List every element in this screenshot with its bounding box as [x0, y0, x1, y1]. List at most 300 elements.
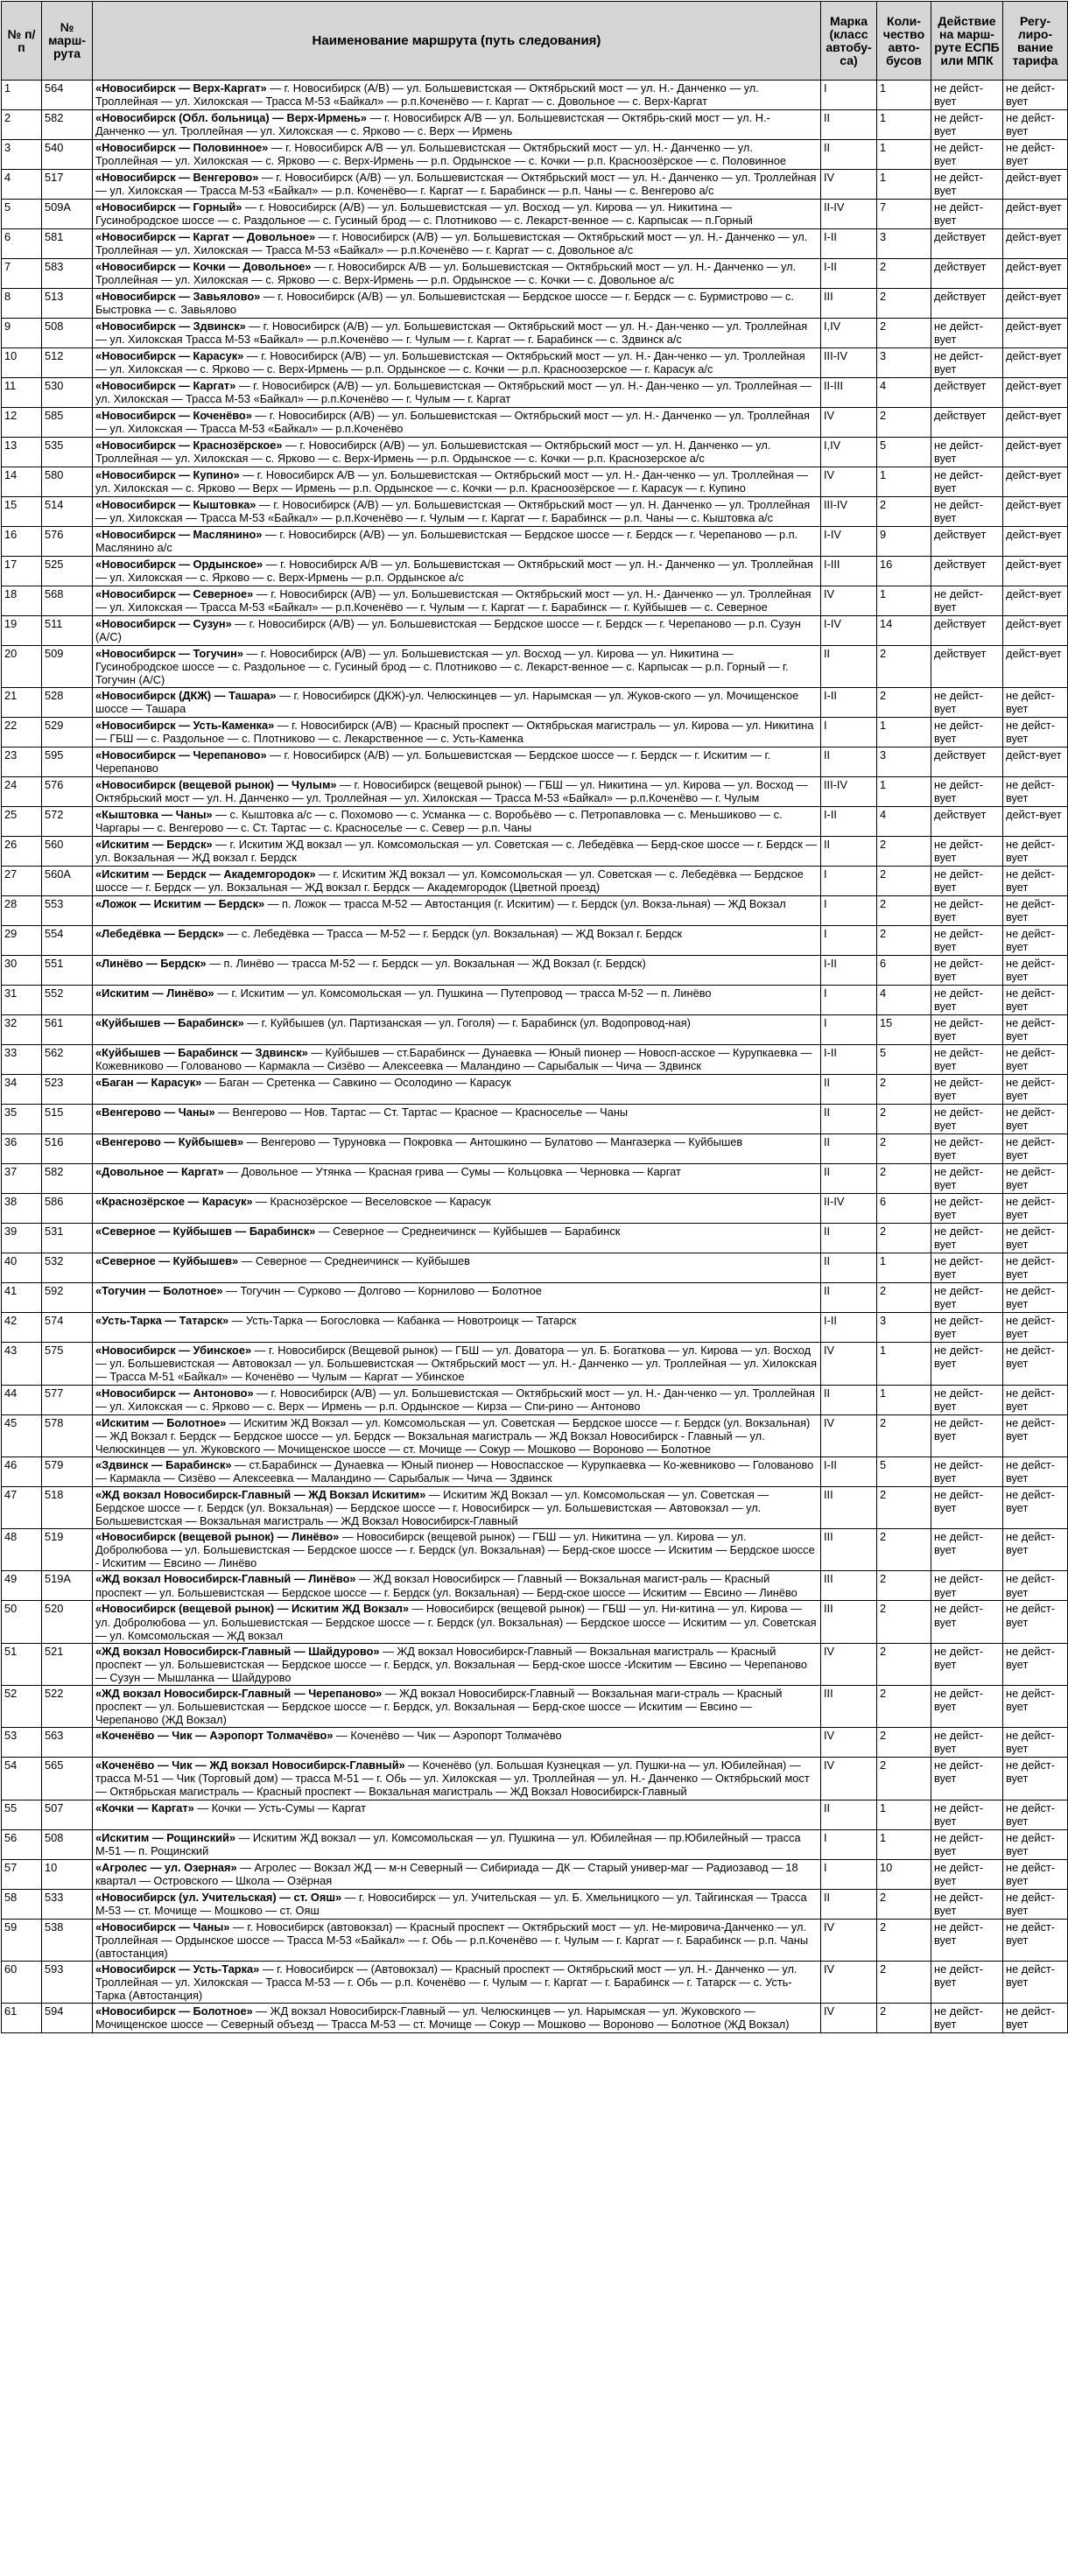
table-row — [2, 200, 1068, 229]
cell-no: 54 — [2, 1758, 42, 1800]
route-title: «Северное — Куйбышев — Барабинск» — [95, 1225, 316, 1239]
route-title: «Новосибирск — Северное» — [95, 587, 254, 600]
table-row — [2, 2004, 1068, 2033]
route-title: «Тогучин — Болотное» — [95, 1284, 223, 1298]
cell-bus-count: 4 — [877, 807, 931, 837]
table-row — [2, 688, 1068, 718]
cell-tariff: дейст-вует — [1003, 319, 1068, 348]
cell-bus-class: II — [821, 1889, 877, 1919]
cell-route-number: 576 — [42, 777, 93, 807]
cell-bus-count: 2 — [877, 1164, 931, 1194]
cell-route-name — [93, 1253, 821, 1283]
cell-no: 22 — [2, 718, 42, 748]
route-path: — г. Новосибирск А/В — ул. Большевистская — Октябрьский мост — ул. Н.- Данченко — ул. Троллейная — ул. Хилокская — с. Ярково — с. Верх-Ирмень — р.п. Ордынское — с. Кочки — р.п. Красноозёрское — с. Половинное — [95, 141, 786, 168]
route-title: «Новосибирск — Усть-Каменка» — [95, 719, 275, 733]
route-path: — г. Новосибирск (Вещевой рынок) — ГБШ — ул. Доватора — ул. Б. Богаткова — ул. Кирова — ул. Восход — ул. Большевистская — Автовокзал — ул. Большевистская — Октябрьский мост — ул. Н.- Данченко — ул. Троллейная — ул. Хилокская — Трасса М-51 «Байкал» — Коченёво — Чулым — Каргат — Убинское — [95, 1344, 818, 1384]
table-row — [2, 718, 1068, 748]
table-row — [2, 1529, 1068, 1571]
cell-route-name — [93, 1045, 821, 1075]
cell-bus-class: IV — [821, 1961, 877, 2003]
cell-route-name — [93, 378, 821, 408]
route-title: «Искитим — Бердск» — [95, 838, 213, 852]
route-path: — Тогучин — Сурково — Долгово — Корнилово — Болотное — [222, 1284, 542, 1298]
route-path: — г. Новосибирск (А/В) — ул. Большевистская — Октябрьский мост — ул. Н.- Дан-ченко — ул. Троллейная — ул. Хилокская — с. Ярково — с. Верх-Ирмень — р.п. Ордынское — с. Кочки — р.п. Красноозерское — г. Карасук а/с — [95, 349, 805, 376]
table-row — [2, 170, 1068, 200]
header-bus-class: Марка (класс автобу-са) — [821, 2, 877, 81]
cell-route-name — [93, 1859, 821, 1889]
cell-bus-class: I — [821, 1015, 877, 1045]
cell-espb: не дейст-вует — [931, 1859, 1003, 1889]
cell-bus-count: 16 — [877, 557, 931, 586]
cell-route-name — [93, 926, 821, 956]
route-title: «Новосибирск — Верх-Каргат» — [95, 81, 267, 95]
cell-route-name — [93, 497, 821, 527]
cell-route-name — [93, 646, 821, 688]
routes-body — [2, 81, 1068, 2033]
route-path: — г. Новосибирск А/В — ул. Большевистская — Октябрьский мост — ул. Н.- Данченко — ул. Троллейная — ул. Хилокская — с. Ярково — с. Верх-Ирмень — р.п. Ордынское а/с — [95, 558, 813, 585]
cell-tariff: не дейст-вует — [1003, 1601, 1068, 1643]
cell-route-number: 540 — [42, 140, 93, 170]
cell-no: 37 — [2, 1164, 42, 1194]
route-path: — Северное — Среднеичинск — Куйбышев — Барабинск — [315, 1225, 621, 1239]
route-path: — ЖД вокзал Новосибирск-Главный — Вокзальная магистраль — Красный проспект — ул. Большевистская — Бердское шоссе — г. Бердск, ул. Вокзальная — Берд-ское шоссе -Искитим — Евсино — Черепаново — Сузун — Мышланка — Шайдурово — [95, 1644, 808, 1684]
cell-bus-count: 2 — [877, 926, 931, 956]
cell-bus-class: II — [821, 1105, 877, 1134]
cell-bus-class: II — [821, 646, 877, 688]
cell-no: 28 — [2, 896, 42, 926]
cell-espb: не дейст-вует — [931, 1075, 1003, 1105]
cell-espb: не дейст-вует — [931, 1164, 1003, 1194]
cell-tariff: не дейст-вует — [1003, 1889, 1068, 1919]
cell-bus-count: 10 — [877, 1859, 931, 1889]
route-title: «Куйбышев — Барабинск» — [95, 1016, 244, 1030]
cell-route-name — [93, 1728, 821, 1758]
cell-route-name — [93, 527, 821, 557]
cell-espb: не дейст-вует — [931, 200, 1003, 229]
cell-route-name — [93, 1919, 821, 1961]
cell-bus-count: 2 — [877, 1889, 931, 1919]
table-row — [2, 1685, 1068, 1727]
header-espb: Действие на марш-руте ЕСПБ или МПК — [931, 2, 1003, 81]
cell-tariff: не дейст-вует — [1003, 1829, 1068, 1859]
route-path: — Искитим ЖД вокзал — ул. Комсомольская — ул. Пушкина — ул. Юбилейная — пр.Юбилейный — трасса М-51 — п. Рощинский — [95, 1830, 801, 1857]
cell-tariff: не дейст-вует — [1003, 837, 1068, 867]
cell-no: 51 — [2, 1643, 42, 1685]
cell-bus-class: I-III — [821, 557, 877, 586]
cell-bus-class: III-IV — [821, 777, 877, 807]
cell-route-name — [93, 777, 821, 807]
cell-bus-class: IV — [821, 1643, 877, 1685]
cell-bus-class: I,IV — [821, 438, 877, 467]
cell-no: 60 — [2, 1961, 42, 2003]
cell-route-name — [93, 986, 821, 1015]
header-bus-count: Коли-чество авто-бусов — [877, 2, 931, 81]
cell-route-number: 523 — [42, 1075, 93, 1105]
cell-no: 6 — [2, 229, 42, 259]
table-row — [2, 497, 1068, 527]
route-title: «Новосибирск — Половинное» — [95, 141, 269, 154]
cell-no: 1 — [2, 81, 42, 110]
route-path: — г. Новосибирск (автовокзал) — Красный проспект — Октябрьский мост — ул. Не-мировича-Данченко — ул. Троллейная — Ордынское шоссе — Трасса М-53 «Байкал» — г. Обь — р.п.Коченёво — г. Чулым — г. Каргат — г. Барабинск — р.п. Чаны (автостанция) — [95, 1920, 809, 1960]
table-row — [2, 1164, 1068, 1194]
table-row — [2, 289, 1068, 319]
table-row — [2, 467, 1068, 497]
route-title: «ЖД вокзал Новосибирск-Главный — Черепаново» — [95, 1686, 383, 1700]
cell-no: 47 — [2, 1486, 42, 1528]
route-title: «Новосибирск (вещевой рынок) — Искитим ЖД Вокзал» — [95, 1602, 409, 1616]
route-title: «Куйбышев — Барабинск — Здвинск» — [95, 1046, 308, 1060]
cell-tariff: не дейст-вует — [1003, 1919, 1068, 1961]
cell-no: 56 — [2, 1829, 42, 1859]
cell-route-name — [93, 1800, 821, 1829]
cell-bus-class: IV — [821, 1414, 877, 1456]
cell-bus-count: 15 — [877, 1015, 931, 1045]
table-row — [2, 586, 1068, 616]
cell-espb: действует — [931, 807, 1003, 837]
cell-route-number: 515 — [42, 1105, 93, 1134]
route-title: «Новосибирск — Антоново» — [95, 1386, 254, 1400]
cell-bus-class: III-IV — [821, 348, 877, 378]
route-path: — г. Новосибирск (ДКЖ)-ул. Челюскинцев — ул. Нарымская — ул. Жуков-ского — ул. Мочищенское шоссе — Ташара — [95, 689, 799, 716]
table-row — [2, 378, 1068, 408]
cell-route-number: 519А — [42, 1571, 93, 1601]
cell-route-number: 568 — [42, 586, 93, 616]
route-path: — г. Куйбышев (ул. Партизанская — ул. Гоголя) — г. Барабинск (ул. Водопровод-ная) — [243, 1016, 691, 1030]
route-path: — Искитим ЖД Вокзал — ул. Комсомольская — ул. Советская — Бердское шоссе — г. Бердск (ул. Вокзальная) — Бердское шоссе — г. Новосибирск — ул. Большевистская — Автовокзал — ул. Большевистская — Вокзальная магистраль — ЖД Вокзал Новосибирск-Главный — [95, 1487, 769, 1528]
cell-espb: не дейст-вует — [931, 1105, 1003, 1134]
cell-bus-class: II — [821, 1224, 877, 1253]
table-row — [2, 1800, 1068, 1829]
route-path: — Коченёво (ул. Большая Кузнецкая — ул. Пушки-на — ул. Юбилейная) — трасса М-51 — Чик (Торговый дом) — трасса М-51 — г. Обь — ул. Хилокская — ул. Троллейная — ул. Н.- Данченко — Октябрьский мост — Октябрьская магистраль — Красный проспект — Вокзальная магистраль — ЖД Вокзал Новосибирск-Главный — [95, 1758, 810, 1799]
cell-tariff: не дейст-вует — [1003, 1414, 1068, 1456]
route-path: — г. Новосибирск (А/В) — ул. Большевистская — Октябрьский мост — ул. Н.- Дан-ченко — ул. Троллейная — ул. Хилокская Трасса М-53 «Байкал» — р.п.Коченёво — г. Чулым — г. Каргат — г. Барабинск — с. Здвинск а/с — [95, 319, 808, 347]
route-path: — Куйбышев — ст.Барабинск — Дунаевка — Юный пионер — Новосп-асское — Курупкаевка — Кожевниково — Голованово — Кармакла — Сизёво — Алексеевка — Маландино — Сарыбалык — Чича — Здвинск — [95, 1046, 812, 1073]
cell-tariff: дейст-вует — [1003, 170, 1068, 200]
cell-bus-count: 2 — [877, 867, 931, 896]
cell-bus-class: III-IV — [821, 497, 877, 527]
cell-route-number: 525 — [42, 557, 93, 586]
cell-tariff: не дейст-вует — [1003, 81, 1068, 110]
route-title: «Северное — Куйбышев» — [95, 1254, 239, 1268]
cell-route-number: 10 — [42, 1859, 93, 1889]
table-row — [2, 1343, 1068, 1385]
route-title: «Новосибирск (вещевой рынок) — Линёво» — [95, 1530, 340, 1544]
cell-tariff: дейст-вует — [1003, 229, 1068, 259]
cell-no: 33 — [2, 1045, 42, 1075]
cell-bus-count: 1 — [877, 1253, 931, 1283]
cell-tariff: не дейст-вует — [1003, 1045, 1068, 1075]
route-path: — г. Новосибирск (А/В) — ул. Большевистская — Бердское шоссе — г. Бердск — г. Искитим — г. Черепаново — [95, 748, 771, 776]
table-row — [2, 348, 1068, 378]
cell-espb: не дейст-вует — [931, 1486, 1003, 1528]
route-title: «Лебедёвка — Бердск» — [95, 927, 225, 941]
cell-route-name — [93, 289, 821, 319]
cell-route-number: 516 — [42, 1134, 93, 1164]
cell-bus-count: 2 — [877, 1643, 931, 1685]
cell-route-name — [93, 1414, 821, 1456]
cell-bus-class: I — [821, 926, 877, 956]
route-title: «Искитим — Линёво» — [95, 986, 214, 1000]
route-path: — Усть-Тарка — Богословка — Кабанка — Новотроицк — Татарск — [228, 1314, 577, 1328]
cell-bus-count: 1 — [877, 586, 931, 616]
route-title: «Новосибирск — Болотное» — [95, 2004, 253, 2018]
route-path: — г. Новосибирск (вещевой рынок) — ГБШ — ул. Никитина — ул. Кирова — ул. Восход — Октябрьский мост — ул. Н. Данченко — ул. Троллейная — ул. Хилокская — Трасса М-53 «Байкал» — р.п.Коченёво — г. Чулым — [95, 778, 808, 805]
table-row — [2, 1253, 1068, 1283]
cell-tariff: не дейст-вует — [1003, 1800, 1068, 1829]
route-title: «Новосибирск — Усть-Тарка» — [95, 1962, 260, 1976]
cell-bus-count: 2 — [877, 1486, 931, 1528]
cell-bus-count: 2 — [877, 319, 931, 348]
route-path: — г. Новосибирск (А/В) — ул. Большевистская — Октябрьский мост — ул. Н.- Данченко — ул. Троллейная — ул. Хилокская — Трасса М-53 «Байкал» — р.п.Коченёво — г. Каргат — с. Довольное — с. Верх-Каргат — [95, 81, 759, 109]
cell-bus-count: 1 — [877, 777, 931, 807]
cell-bus-class: II — [821, 1800, 877, 1829]
cell-bus-count: 2 — [877, 1134, 931, 1164]
cell-route-name — [93, 1194, 821, 1224]
cell-route-number: 531 — [42, 1224, 93, 1253]
cell-no: 45 — [2, 1414, 42, 1456]
cell-tariff: дейст-вует — [1003, 378, 1068, 408]
route-path: — г. Новосибирск — ул. Учительская — ул. Б. Хмельницкого — ул. Тайгинская — Трасса М-53 — ст. Мочище — Мошково — ст. Ояш — [95, 1890, 807, 1917]
cell-no: 18 — [2, 586, 42, 616]
cell-bus-class: II — [821, 1134, 877, 1164]
route-path: — г. Новосибирск (А/В) — ул. Большевистская — Октябрьский мост — ул. Н.- Дан-ченко — ул. Троллейная — ул. Хилокская — Трасса М-53 «Байкал» — р.п.Коченёво — г. Чулым — г. Каргат — [95, 379, 812, 406]
cell-route-name — [93, 81, 821, 110]
cell-route-number: 563 — [42, 1728, 93, 1758]
route-path: — с. Лебедёвка — Трасса — М-52 — г. Бердск (ул. Вокзальная) — ЖД Вокзал г. Бердск — [224, 927, 683, 941]
cell-route-number: 583 — [42, 259, 93, 289]
route-title: «ЖД вокзал Новосибирск-Главный — Шайдурово» — [95, 1644, 380, 1658]
cell-bus-count: 2 — [877, 646, 931, 688]
route-path: — г. Новосибирск (А/В) — ул. Большевистская — Октябрьский мост — ул. Н.- Данченко — ул. Троллейная — ул. Хилокская — Трасса М-53 «Байкал» — р.п. Коченёво— г. Каргат — г. Барабинск — р.п. Чаны — с. Венгерово а/с — [95, 171, 817, 198]
cell-tariff: дейст-вует — [1003, 259, 1068, 289]
cell-espb: не дейст-вует — [931, 1456, 1003, 1486]
cell-tariff: не дейст-вует — [1003, 1486, 1068, 1528]
route-path: — Баган — Сретенка — Савкино — Осолодино — Карасук — [201, 1076, 511, 1090]
route-title: «Новосибирск — Карасук» — [95, 349, 244, 362]
cell-espb: не дейст-вует — [931, 688, 1003, 718]
cell-bus-count: 3 — [877, 348, 931, 378]
route-title: «Новосибирск — Венгерово» — [95, 171, 259, 184]
cell-no: 11 — [2, 378, 42, 408]
cell-espb: не дейст-вует — [931, 1800, 1003, 1829]
route-path: — г. Новосибирск (А/В) — ул. Большевистская — Октябрьский мост — ул. Н.- Дан-ченко — ул. Троллейная — ул. Хилокская — с. Ярково — с. Верх — Ирмень — р.п. Ордынское — Кирза — Спи-рино — Антоново — [95, 1386, 815, 1413]
cell-bus-class: I-II — [821, 229, 877, 259]
route-title: «Новосибирск — Сузун» — [95, 617, 232, 630]
table-row — [2, 408, 1068, 438]
cell-espb: действует — [931, 229, 1003, 259]
cell-bus-class: I — [821, 81, 877, 110]
cell-no: 21 — [2, 688, 42, 718]
cell-route-number: 560А — [42, 867, 93, 896]
cell-bus-count: 1 — [877, 140, 931, 170]
cell-route-number: 518 — [42, 1486, 93, 1528]
route-title: «Новосибирск — Кочки — Довольное» — [95, 260, 312, 273]
cell-bus-count: 14 — [877, 616, 931, 646]
cell-tariff: не дейст-вует — [1003, 1643, 1068, 1685]
cell-no: 42 — [2, 1313, 42, 1343]
cell-bus-count: 5 — [877, 1456, 931, 1486]
cell-espb: не дейст-вует — [931, 1015, 1003, 1045]
cell-tariff: не дейст-вует — [1003, 1343, 1068, 1385]
cell-no: 15 — [2, 497, 42, 527]
cell-route-number: 553 — [42, 896, 93, 926]
table-row — [2, 837, 1068, 867]
cell-tariff: не дейст-вует — [1003, 140, 1068, 170]
cell-tariff: не дейст-вует — [1003, 1224, 1068, 1253]
routes-table — [1, 1, 1068, 2033]
cell-route-name — [93, 1134, 821, 1164]
route-path: — Коченёво — Чик — Аэропорт Толмачёво — [333, 1729, 562, 1743]
cell-route-number: 592 — [42, 1283, 93, 1313]
route-path: — Довольное — Утянка — Красная грива — Сумы — Кольцовка — Черновка — Каргат — [223, 1165, 681, 1179]
cell-route-name — [93, 467, 821, 497]
cell-route-number: 522 — [42, 1685, 93, 1727]
cell-tariff: дейст-вует — [1003, 348, 1068, 378]
cell-espb: не дейст-вует — [931, 777, 1003, 807]
cell-no: 10 — [2, 348, 42, 378]
cell-bus-count: 2 — [877, 408, 931, 438]
cell-route-name — [93, 1601, 821, 1643]
route-title: «Усть-Тарка — Татарск» — [95, 1314, 229, 1328]
table-row — [2, 1919, 1068, 1961]
route-title: «Новосибирск — Завьялово» — [95, 290, 261, 303]
cell-route-name — [93, 586, 821, 616]
table-row — [2, 1015, 1068, 1045]
cell-tariff: дейст-вует — [1003, 438, 1068, 467]
cell-bus-class: II — [821, 1385, 877, 1414]
cell-espb: не дейст-вует — [931, 497, 1003, 527]
cell-route-name — [93, 1075, 821, 1105]
cell-bus-class: II-III — [821, 378, 877, 408]
cell-no: 58 — [2, 1889, 42, 1919]
route-path: — Искитим ЖД Вокзал — ул. Комсомольская — ул. Советская — Бердское шоссе — г. Бердск (ул. Вокзальная) — ЖД Вокзал г. Бердск — Бердское шоссе — ул. Бердск — Вокзальная магистраль — ЖД Вокзал Новосибирск - Главный — ул. Челюскинцев — ул. Жуковского — Мочищенское шоссе — ст. Мочище — Сокур — Мошково — Вороново — Болотное — [95, 1415, 811, 1456]
header-tariff: Регу-лиро-вание тарифа — [1003, 2, 1068, 81]
cell-route-name — [93, 438, 821, 467]
cell-no: 7 — [2, 259, 42, 289]
cell-espb: не дейст-вует — [931, 1758, 1003, 1800]
cell-no: 24 — [2, 777, 42, 807]
cell-route-number: 533 — [42, 1889, 93, 1919]
cell-route-number: 582 — [42, 110, 93, 140]
cell-espb: не дейст-вует — [931, 1889, 1003, 1919]
cell-route-name — [93, 1758, 821, 1800]
cell-route-number: 532 — [42, 1253, 93, 1283]
cell-no: 55 — [2, 1800, 42, 1829]
cell-tariff: не дейст-вует — [1003, 1283, 1068, 1313]
cell-espb: не дейст-вует — [931, 319, 1003, 348]
cell-bus-class: I — [821, 1859, 877, 1889]
route-title: «Здвинск — Барабинск» — [95, 1457, 232, 1471]
cell-no: 41 — [2, 1283, 42, 1313]
cell-espb: не дейст-вует — [931, 1134, 1003, 1164]
table-row — [2, 1224, 1068, 1253]
cell-bus-count: 2 — [877, 1224, 931, 1253]
route-path: — г. Новосибирск (А/В) — ул. Большевистская — Октябрьский мост — ул. Н.- Данченко — ул. Троллейная — ул. Хилокская — Трасса М-53 «Байкал» — р.п.Коченёво — г. Каргат — с. Довольное а/с — [95, 230, 808, 257]
cell-no: 19 — [2, 616, 42, 646]
cell-tariff: не дейст-вует — [1003, 718, 1068, 748]
cell-route-number: 578 — [42, 1414, 93, 1456]
cell-bus-class: III — [821, 1685, 877, 1727]
cell-bus-class: II — [821, 1164, 877, 1194]
cell-espb: не дейст-вует — [931, 140, 1003, 170]
table-row — [2, 1414, 1068, 1456]
route-path: — г. Новосибирск (А/В) — ул. Большевистская — Октябрьский мост — ул. Н. Данченко — ул. Троллейная — ул. Хилокская — Трасса М-53 «Байкал» — р.п.Коченёво — г. Чулым — г. Каргат — г. Барабинск — р.п. Чаны — с. Кыштовка а/с — [95, 498, 811, 525]
cell-route-number: 529 — [42, 718, 93, 748]
route-title: «Искитим — Бердск — Академгородок» — [95, 867, 316, 881]
cell-bus-class: III — [821, 1529, 877, 1571]
cell-route-name — [93, 956, 821, 986]
cell-no: 8 — [2, 289, 42, 319]
cell-no: 30 — [2, 956, 42, 986]
cell-bus-count: 2 — [877, 837, 931, 867]
cell-route-name — [93, 319, 821, 348]
table-row — [2, 1601, 1068, 1643]
cell-tariff: дейст-вует — [1003, 646, 1068, 688]
cell-route-name — [93, 616, 821, 646]
cell-espb: действует — [931, 616, 1003, 646]
cell-route-number: 586 — [42, 1194, 93, 1224]
table-row — [2, 1829, 1068, 1859]
route-path: — г. Новосибирск (А/В) — ул. Большевистская — ул. Восход — ул. Кирова — ул. Никитина — Гусинобродское шоссе — с. Раздольное — с. Гусиный брод — с. Плотниково — с. Лекарст-венное — с. Карпысак — п.Горный — [95, 200, 753, 228]
cell-tariff: дейст-вует — [1003, 557, 1068, 586]
cell-espb: не дейст-вует — [931, 1919, 1003, 1961]
cell-route-number: 508 — [42, 1829, 93, 1859]
cell-bus-class: IV — [821, 1728, 877, 1758]
route-path: — Венгерово — Нов. Тартас — Ст. Тартас — Красное — Красноселье — Чаны — [214, 1106, 629, 1120]
cell-espb: не дейст-вует — [931, 2004, 1003, 2033]
cell-bus-count: 2 — [877, 259, 931, 289]
cell-bus-class: IV — [821, 1919, 877, 1961]
cell-bus-count: 2 — [877, 2004, 931, 2033]
cell-bus-count: 9 — [877, 527, 931, 557]
cell-no: 36 — [2, 1134, 42, 1164]
cell-espb: не дейст-вует — [931, 1253, 1003, 1283]
cell-route-number: 572 — [42, 807, 93, 837]
cell-tariff: не дейст-вует — [1003, 1015, 1068, 1045]
route-path: — ЖД вокзал Новосибирск — Главный — Вокзальная магист-раль — Красный проспект — ул. Большевистская — Бердское шоссе — г. Бердск (ул. Вокзальная) — Берд-ское шоссе — Искитим — Евсино — Линёво — [95, 1572, 797, 1599]
cell-route-name — [93, 1164, 821, 1194]
route-path: — Новосибирск (вещевой рынок) — ГБШ — ул. Никитина — ул. Кирова — ул. Добролюбова — ул. Большевистская — Бердское шоссе — г. Бердск (ул. Вокзальная) — Берд-ское шоссе — Искитим — Бердское шоссе - Искитим — Евсино — Линёво — [95, 1530, 815, 1570]
cell-bus-count: 2 — [877, 1075, 931, 1105]
cell-bus-count: 1 — [877, 467, 931, 497]
route-title: «ЖД вокзал Новосибирск-Главный — Линёво» — [95, 1572, 356, 1586]
cell-bus-count: 1 — [877, 81, 931, 110]
table-row — [2, 926, 1068, 956]
cell-route-name — [93, 1889, 821, 1919]
cell-bus-count: 1 — [877, 1343, 931, 1385]
cell-bus-class: I-II — [821, 688, 877, 718]
cell-espb: не дейст-вует — [931, 718, 1003, 748]
cell-tariff: не дейст-вует — [1003, 1859, 1068, 1889]
cell-tariff: дейст-вует — [1003, 616, 1068, 646]
cell-espb: не дейст-вует — [931, 1283, 1003, 1313]
cell-espb: не дейст-вует — [931, 986, 1003, 1015]
cell-no: 48 — [2, 1529, 42, 1571]
cell-bus-count: 1 — [877, 1800, 931, 1829]
cell-bus-count: 3 — [877, 229, 931, 259]
cell-bus-count: 6 — [877, 1194, 931, 1224]
cell-no: 26 — [2, 837, 42, 867]
route-path: — г. Новосибирск (А/В) — ул. Большевистская — Бердское шоссе — г. Бердск — с. Бурмистрово — с. Быстровка — с. Завьялово — [95, 290, 794, 317]
route-path: — Северное — Среднеичинск — Куйбышев — [238, 1254, 470, 1268]
cell-bus-count: 2 — [877, 1728, 931, 1758]
cell-espb: не дейст-вует — [931, 1685, 1003, 1727]
cell-no: 49 — [2, 1571, 42, 1601]
cell-bus-count: 2 — [877, 1685, 931, 1727]
cell-no: 53 — [2, 1728, 42, 1758]
cell-no: 46 — [2, 1456, 42, 1486]
table-row — [2, 807, 1068, 837]
